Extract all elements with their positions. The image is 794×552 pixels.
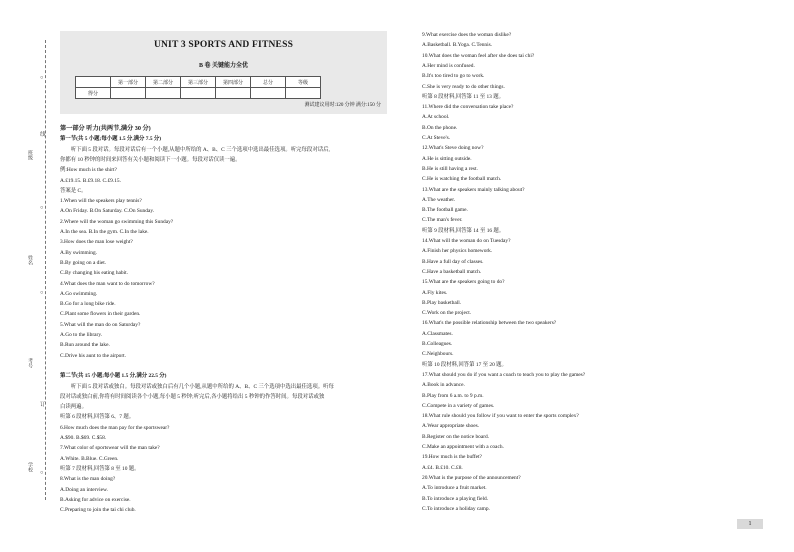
- question-stem: 14.What will the woman do on Tuesday?: [422, 238, 511, 244]
- score-header-cell: 第三部分: [181, 77, 216, 88]
- text-line: A.The weather.: [422, 196, 456, 203]
- text-line: C.At Steve's.: [422, 135, 451, 141]
- margin-circle-mark: ○: [40, 75, 44, 81]
- score-header-cell: 第一部分: [111, 77, 146, 88]
- question-stem: 9.What exercise does the woman dislike?: [422, 32, 512, 38]
- question-stem: 8.What is the man doing?: [60, 476, 116, 483]
- text-line: 例:How much is the shirt?: [60, 167, 117, 174]
- time-note: 测试建议用时:120 分钟 满分:150 分: [304, 103, 381, 108]
- margin-circle-mark: ○: [40, 205, 44, 211]
- text-line: B.It's too tired to go to work.: [422, 73, 485, 80]
- question-stem: 7.What color of sportswear will the man take?: [60, 445, 160, 452]
- text-line: A.At school.: [422, 114, 450, 121]
- text-line: A.Fly kites.: [422, 289, 448, 296]
- page-number: 1: [737, 519, 763, 529]
- text-line: 听第 8 段材料,回答第 11 至 13 题。: [422, 93, 505, 100]
- text-line: A.Finish her physics homework.: [422, 248, 493, 255]
- text-line: 段对话或独白前,你将有时间阅读各个小题,每小题 5 秒钟;听完后,各小题将给出 5 秒钟的作答时间。每段对话或独: [60, 393, 325, 400]
- question-stem: 19.How much is the buffet?: [422, 454, 482, 461]
- text-line: A.He is sitting outside.: [422, 155, 472, 162]
- score-cell[interactable]: [286, 88, 321, 99]
- text-line: B.He is still having a rest.: [422, 165, 478, 172]
- text-line: B.Run around the lake.: [60, 342, 110, 349]
- text-line: B.Asking for advice on exercise.: [60, 496, 131, 503]
- volume-title: B 卷 关键能力全优: [198, 63, 248, 69]
- text-line: 听第 7 段材料,回答第 8 至 10 题。: [60, 465, 140, 472]
- score-header-cell: 第四部分: [216, 77, 251, 88]
- text-line: C.Work on the project.: [422, 310, 472, 317]
- text-line: C.The man's fever.: [422, 217, 463, 224]
- text-line: A.Doing an interview.: [60, 486, 108, 493]
- score-cell[interactable]: [251, 88, 286, 99]
- text-line: 听第 9 段材料,回答第 14 至 16 题。: [422, 227, 505, 234]
- text-line: B.Colleagues.: [422, 341, 453, 347]
- text-line: B.Play basketball.: [422, 299, 462, 306]
- text-line: A.By swimming.: [60, 249, 97, 256]
- question-stem: 13.What are the speakers mainly talking about?: [422, 186, 525, 193]
- text-line: B.Play from 6 a.m. to 9 p.m.: [422, 392, 484, 399]
- question-stem: 1.When will the speakers play tennis?: [60, 198, 142, 205]
- question-stem: 4.What does the man want to do tomorrow?: [60, 280, 155, 287]
- text-line: C.Make an appointment with a coach.: [422, 444, 504, 450]
- text-line: A.Basketball. B.Yoga. C.Tennis.: [422, 42, 493, 49]
- text-line: A.On Friday. B.On Saturday. C.On Sunday.: [60, 208, 155, 215]
- score-cell[interactable]: [181, 88, 216, 99]
- question-stem: 3.How does the man lose weight?: [60, 239, 133, 246]
- question-stem: 2.Where will the woman go swimming this Sunday?: [60, 218, 174, 225]
- question-stem: 11.Where did the conversation take place?: [422, 104, 514, 111]
- text-line: C.By changing his eating habit.: [60, 270, 128, 277]
- question-stem: 15.What are the speakers going to do?: [422, 279, 505, 286]
- text-line: B.Go for a long bike ride.: [60, 301, 116, 308]
- score-cell[interactable]: [111, 88, 146, 99]
- text-line: A.Go to the library.: [60, 332, 103, 338]
- text-line: B.The football game.: [422, 207, 468, 214]
- class-label: 班级: [27, 150, 32, 160]
- unit-header: [60, 31, 387, 114]
- margin-circle-mark: ○: [40, 470, 44, 476]
- text-line: B.Register on the notice board.: [422, 433, 490, 440]
- text-line: 听下面 5 段对话。每段对话后有一个小题,从题中所给的 A、B、C 三个选项中选出最佳选项。听完每段对话后,: [60, 146, 330, 153]
- question-stem: 16.What's the possible relationship between the two speakers?: [422, 320, 557, 327]
- question-stem: 5.What will the man do on Saturday?: [60, 321, 141, 328]
- text-line: A.Her mind is confused.: [422, 62, 475, 69]
- text-line: A.Classmates.: [422, 330, 453, 337]
- text-line: A.In the sea. B.In the gym. C.In the lake.: [60, 229, 149, 235]
- section-heading: 第一部分 听力(共两节,满分 30 分): [60, 125, 151, 132]
- text-line: C.He is watching the football match.: [422, 176, 502, 183]
- score-header-cell: 总分: [251, 77, 286, 88]
- question-stem: 17.What should you do if you want a coach to teach you to play the games?: [422, 371, 586, 378]
- text-line: A.£19.15. B.£9.18. C.£9.15.: [60, 177, 121, 184]
- text-line: B.On the phone.: [422, 124, 458, 131]
- text-line: C.She is very ready to do other things.: [422, 83, 505, 90]
- cut-line: [45, 40, 46, 500]
- question-stem: 6.How much does the man pay for the sportswear?: [60, 424, 170, 431]
- text-line: A.To introduce a fruit market.: [422, 485, 487, 492]
- text-line: C.Have a basketball match.: [422, 268, 482, 275]
- score-row-label: 得分: [76, 88, 111, 99]
- unit-title: UNIT 3 SPORTS AND FITNESS: [153, 40, 294, 50]
- margin-bind-mark: 订: [40, 402, 46, 408]
- text-line: 答案是 C。: [60, 187, 87, 194]
- text-line: C.Drive his aunt to the airport.: [60, 352, 127, 359]
- text-line: A.Go swimming.: [60, 290, 98, 297]
- score-header-cell: [76, 77, 111, 88]
- text-line: C.Preparing to join the tai chi club.: [60, 507, 136, 514]
- score-cell[interactable]: [216, 88, 251, 99]
- question-stem: 12.What's Steve doing now?: [422, 145, 484, 152]
- binding-margin: [0, 0, 52, 552]
- score-header-cell: 第二部分: [146, 77, 181, 88]
- question-stem: 18.What rule should you follow if you want to enter the sports complex?: [422, 413, 579, 420]
- text-line: B.By going on a diet.: [60, 259, 107, 266]
- score-table: [75, 76, 321, 99]
- text-line: B.To introduce a playing field.: [422, 495, 489, 502]
- question-stem: 10.What does the woman feel after she does tai chi?: [422, 52, 535, 59]
- text-line: A.Wear appropriate shoes.: [422, 423, 480, 430]
- text-line: 你都有 10 秒钟的时间来回答有关小题和阅读下一小题。每段对话仅读一遍。: [60, 156, 241, 163]
- text-line: A.$90. B.$69. C.$58.: [60, 435, 107, 441]
- text-line: C.To introduce a holiday camp.: [422, 505, 490, 512]
- text-line: 听第 10 段材料,回答第 17 至 20 题。: [422, 361, 507, 368]
- text-line: 听下面 5 段对话或独白。每段对话或独白后有几个小题,从题中所给的 A、B、C 三个选项中选出最佳选项。听每: [60, 383, 334, 390]
- school-label: 学校: [27, 462, 32, 472]
- text-line: A.Book in advance.: [422, 382, 465, 389]
- margin-line-mark: 线: [40, 132, 46, 138]
- text-line: C.Compete in a variety of games.: [422, 402, 495, 409]
- text-line: A.£4. B.£10. C.£8.: [422, 464, 463, 471]
- text-line: 白读两遍。: [60, 404, 87, 411]
- name-label: 姓名: [27, 255, 32, 265]
- text-line: A.White. B.Blue. C.Green.: [60, 455, 119, 462]
- text-line: B.Have a full day of classes.: [422, 258, 484, 265]
- score-header-cell: 等级: [286, 77, 321, 88]
- text-line: C.Plant some flowers in their garden.: [60, 311, 141, 318]
- section-heading: 第二节(共 15 小题;每小题 1.5 分,满分 22.5 分): [60, 373, 167, 380]
- text-line: 听第 6 段材料,回答第 6、7 题。: [60, 414, 135, 421]
- section-heading: 第一节(共 5 小题;每小题 1.5 分,满分 7.5 分): [60, 136, 162, 143]
- exam-number-label: 考号: [27, 358, 32, 368]
- text-line: C.Neighbours.: [422, 351, 454, 358]
- score-cell[interactable]: [146, 88, 181, 99]
- margin-circle-mark: ○: [40, 290, 44, 296]
- question-stem: 20.What is the purpose of the announcement?: [422, 474, 521, 481]
